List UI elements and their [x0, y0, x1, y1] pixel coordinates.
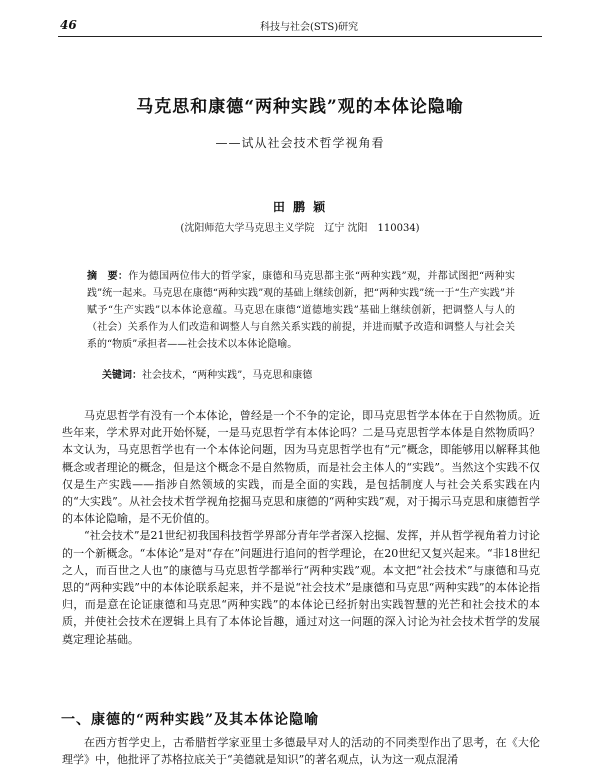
running-head — [60, 18, 540, 36]
journal-name: 科技与社会(STS)研究 — [260, 22, 359, 33]
page-number: 46 — [60, 18, 77, 32]
abstract — [87, 268, 515, 353]
body-paragraph: 在西方哲学史上，古希腊哲学家亚里士多德最早对人的活动的不同类型作出了思考，在《大伦理学》中，他批评了苏格拉底关于“美德就是知识”的著名观点，认为这一观点混淆 — [62, 736, 540, 766]
keywords — [102, 366, 522, 381]
keywords-label: 关键词： — [102, 370, 142, 381]
header-rule — [58, 36, 542, 37]
author-affiliation: (沈阳师范大学马克思主义学院 辽宁 沈阳 110034) — [180, 223, 420, 234]
body-paragraph: “社会技术”是21世纪初我国科技哲学界部分青年学者深入挖掘、发挥，并从哲学视角着力讨论的一个新概念。“本体论”是对“存在”问题进行追问的哲学理论，在20世纪又复兴起来。“非18世纪之人，而百世之人也”的康德与马克思哲学都举行“两种实践”观。本文把“社会技术”与康德和马克思的“两种实践”中的本体论联系起来，并不是说“社会技术”是康德和马克思“两种实践”的本体论指归，而是意在论证康德和马克思“两种实践”的本体论已经折射出实践智慧的光芒和社会技术的本质，并使社会技术在逻辑上具有了本体论旨趣，通过对这一问题的深入讨论为社会技术哲学的发展奠定理论基础。 — [62, 529, 540, 646]
body-paragraph: 马克思哲学有没有一个本体论，曾经是一个不争的定论，即马克思哲学本体在于自然物质。近些年来，学术界对此开始怀疑，一是马克思哲学有本体论吗？二是马克思哲学本体是自然物质吗？本文认为，马克思哲学也有一个本体论问题，因为马克思哲学也有“元”概念，即能够用以解释其他概念或者理论的概念，但是这个概念不是自然物质，而是社会主体人的“实践”。当然这个实践不仅仅是生产实践——指涉自然领域的实践，而是全面的实践，是包括制度人与社会关系实践在内的“大实践”。从社会技术哲学视角挖掘马克思和康德的“两种实践”观，对于揭示马克思和康德哲学的本体论隐喻，是不无价值的。 — [62, 409, 540, 526]
keywords-text: 社会技术，“两种实践”，马克思和康德 — [142, 370, 313, 381]
author-name: 田 鹏 颖 — [272, 200, 328, 214]
abstract-text: 作为德国两位伟大的哲学家，康德和马克思都主张“两种实践”观，并都试图把“两种实践”统一起来。马克思在康德“两种实践”观的基础上继续创新，把“两种实践”统一于“生产实践”并赋予“生产实践”以本体论意蕴。马克思在康德“道德地实践”基础上继续创新，把调整人与人的（社会）关系作为人们改造和调整人与自然关系实践的前提，并进而赋予改造和调整人与社会关系的“物质”承担者——社会技术以本体论隐喻。 — [87, 271, 516, 350]
section-body — [62, 734, 540, 768]
body-text — [62, 407, 540, 648]
article-subtitle: ——试从社会技术哲学视角看 — [215, 136, 385, 150]
section-heading: 一、康德的“两种实践”及其本体论隐喻 — [61, 712, 320, 728]
article-title: 马克思和康德“两种实践”观的本体论隐喻 — [136, 97, 464, 117]
abstract-label: 摘 要： — [87, 271, 129, 282]
